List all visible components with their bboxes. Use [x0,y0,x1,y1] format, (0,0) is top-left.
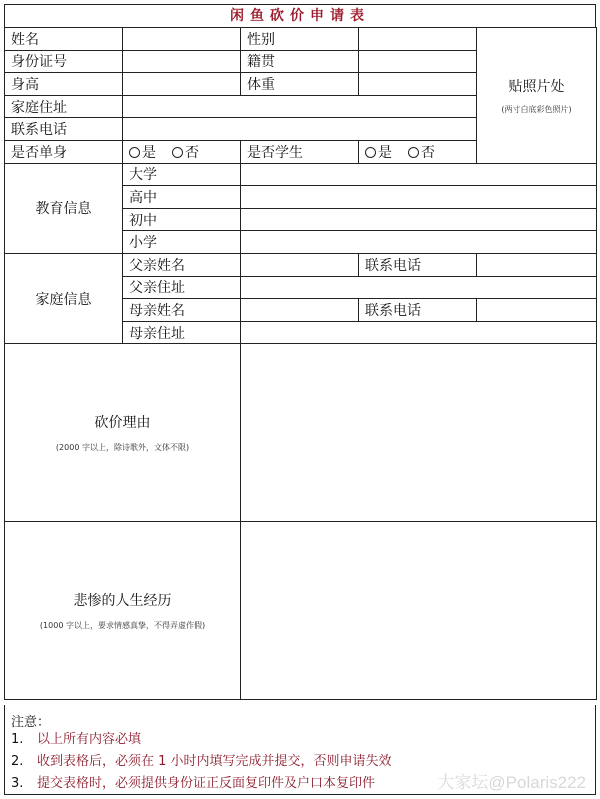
weight-label: 体重 [241,73,359,96]
education-level-primary: 小学 [123,231,241,254]
history-label-cell [5,522,241,700]
father-name-label: 父亲姓名 [123,253,241,276]
note-number: 1. [11,732,24,747]
address-label: 家庭住址 [5,95,123,118]
single-yes-label: 是 [142,144,156,161]
photo-area[interactable] [477,28,597,164]
student-no-radio[interactable] [408,142,435,162]
note-number: 3. [11,776,24,791]
father-address-label: 父亲住址 [123,276,241,299]
height-label: 身高 [5,73,123,96]
mother-name-field[interactable] [241,299,359,322]
single-no-label: 否 [185,144,199,161]
note-number: 2. [11,754,24,769]
gender-field[interactable] [359,28,477,51]
university-field[interactable] [241,163,597,186]
father-phone-field[interactable] [477,253,597,276]
weight-field[interactable] [359,73,477,96]
address-field[interactable] [123,95,477,118]
native-place-field[interactable] [359,50,477,73]
father-name-field[interactable] [241,253,359,276]
id-number-label: 身份证号 [5,50,123,73]
photo-label: 贴照片处 [508,78,565,95]
reason-field[interactable] [241,344,597,522]
name-field[interactable] [123,28,241,51]
radio-circle-icon [172,147,183,158]
student-yes-radio[interactable] [365,142,392,162]
phone-label: 联系电话 [5,118,123,141]
history-note: (1000 字以上，要求情感真挚，不得弄虚作假) [39,621,206,631]
primary-field[interactable] [241,231,597,254]
reason-label-cell [5,344,241,522]
history-label: 悲惨的人生经历 [73,593,172,610]
single-yes-radio[interactable] [129,142,156,162]
mother-name-label: 母亲姓名 [123,299,241,322]
education-level-university: 大学 [123,163,241,186]
note-text: 提交表格时，必须提供身份证正反面复印件及户口本复印件 [37,776,376,791]
student-options [359,140,477,163]
photo-note: (两寸白底彩色照片) [501,104,572,114]
education-level-middleschool: 初中 [123,208,241,231]
education-level-highschool: 高中 [123,186,241,209]
notes-title: 注意： [11,715,51,730]
radio-circle-icon [365,147,376,158]
reason-note: (2000 字以上，除诗歌外，文体不限) [55,443,190,453]
form-title: 闲鱼砍价申请表 [4,4,596,27]
single-no-radio[interactable] [172,142,199,162]
family-section-label: 家庭信息 [5,253,123,343]
height-field[interactable] [123,73,241,96]
student-label: 是否学生 [241,140,359,163]
id-number-field[interactable] [123,50,241,73]
radio-circle-icon [408,147,419,158]
phone-field[interactable] [123,118,477,141]
reason-label: 砍价理由 [94,415,151,432]
single-options [123,140,241,163]
note-text: 以上所有内容必填 [37,732,142,747]
name-label: 姓名 [5,28,123,51]
gender-label: 性别 [241,28,359,51]
application-form [4,4,596,795]
highschool-field[interactable] [241,186,597,209]
education-section-label: 教育信息 [5,163,123,253]
note-text: 收到表格后，必须在 1 小时内填写完成并提交，否则申请失效 [37,754,392,769]
mother-phone-label: 联系电话 [359,299,477,322]
watermark: 大家坛@Polaris222 [437,773,586,792]
history-field[interactable] [241,522,597,700]
middleschool-field[interactable] [241,208,597,231]
form-table [4,27,597,700]
radio-circle-icon [129,147,140,158]
father-address-field[interactable] [241,276,597,299]
father-phone-label: 联系电话 [359,253,477,276]
student-no-label: 否 [421,144,435,161]
note-item [5,729,595,751]
single-label: 是否单身 [5,140,123,163]
mother-address-label: 母亲住址 [123,321,241,344]
mother-phone-field[interactable] [477,299,597,322]
student-yes-label: 是 [378,144,392,161]
native-place-label: 籍贯 [241,50,359,73]
mother-address-field[interactable] [241,321,597,344]
